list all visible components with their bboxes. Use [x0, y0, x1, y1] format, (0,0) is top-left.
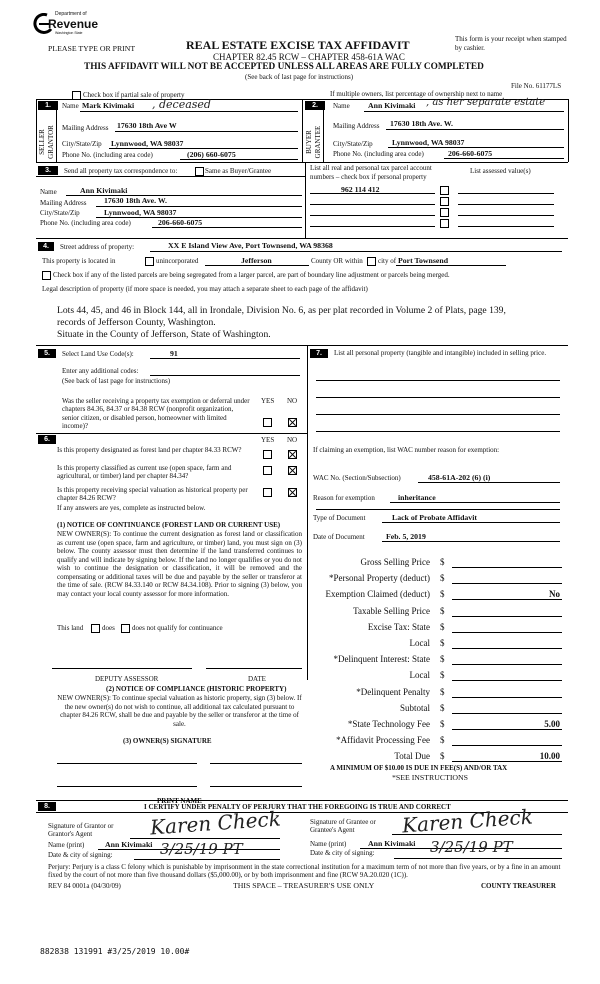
grantee-date-label: Date & city of signing:: [310, 849, 375, 857]
does-label: does: [102, 624, 115, 632]
grantee-signature: Karen Check: [401, 804, 534, 838]
section-5-number: 5.: [38, 349, 56, 358]
deputy-assessor-label: DEPUTY ASSESSOR: [95, 675, 159, 683]
send-correspondence-label: Send all property tax correspondence to:: [64, 167, 178, 175]
grantor-name: Ann Kivimaki: [105, 840, 153, 849]
fee-currency: $: [440, 589, 445, 599]
notice-1-title: (1) NOTICE OF CONTINUANCE (FOREST LAND OR CURRENT USE): [57, 521, 281, 529]
legal-desc-label: Legal description of property (if more space is needed, you may attach a separate sheet to each page of the affidavit): [42, 285, 368, 293]
fee-currency: $: [440, 735, 445, 745]
parcel-number: 962 114 412: [341, 185, 380, 194]
grantor-signature: Karen Check: [149, 806, 282, 840]
does-not-label: does not qualify for continuance: [132, 624, 223, 632]
fee-label: *Affidavit Processing Fee: [336, 735, 430, 745]
section-1-number: 1.: [38, 101, 58, 110]
dor-logo: [33, 11, 99, 41]
treasurer-space: THIS SPACE – TREASURER'S USE ONLY: [233, 881, 375, 890]
legal-line-3: Situate in the County of Jefferson, State of Washington.: [57, 329, 271, 340]
fee-currency: $: [440, 751, 445, 761]
rev-number: REV 84 0001a (04/30/09): [48, 882, 121, 890]
notice-3-title: (3) OWNER(S) SIGNATURE: [123, 737, 212, 745]
section-8-number: 8.: [38, 802, 56, 811]
fee-label: Total Due: [394, 751, 430, 761]
fee-currency: $: [440, 606, 445, 616]
sec6-q2: Is this property classified as current use (open space, farm and agricultural, or timber) land per chapter 84.34?: [57, 464, 232, 481]
fee-currency: $: [440, 557, 445, 567]
chapter-line: CHAPTER 82.45 RCW – CHAPTER 458-61A WAC: [213, 52, 405, 62]
sec5-yes: YES: [261, 397, 275, 405]
doctype-label: Type of Document: [313, 514, 366, 522]
corr-phone-label: Phone No. (including area code): [40, 219, 131, 227]
fee-currency: $: [440, 573, 445, 583]
fee-label: *State Technology Fee: [347, 719, 430, 729]
perjury-notice: Perjury: Perjury is a class C felony which is punishable by imprisonment in the state correctional institution for a maximum term of not more than five years, or by a fine in an amount fixed by the court of not more than five thousand dollars ($5,000.00), or by both imprisonment and fine (RCW 9A.20.020 (1C)).: [48, 863, 561, 880]
minimum-due: A MINIMUM OF $10.00 IS DUE IN FEE(S) AND/OR TAX: [330, 764, 508, 772]
county-or-within: County OR within: [311, 257, 363, 265]
buyer-name-label: Name: [333, 102, 350, 110]
fee-label: Local: [409, 638, 430, 648]
located-label: This property is located in: [42, 257, 116, 265]
city-of-label: city of: [378, 257, 397, 265]
seller-mailing: 17630 18th Ave W: [117, 121, 177, 130]
wac-label: WAC No. (Section/Subsection): [313, 474, 401, 482]
fee-currency: $: [440, 654, 445, 664]
seller-grantor-label: SELLER GRANTOR: [38, 125, 55, 159]
file-number: File No. 61177LS: [511, 82, 562, 90]
corr-mailing: 17630 18th Ave. W.: [104, 196, 167, 205]
corr-mailing-label: Mailing Address: [40, 199, 87, 207]
seller-city-label: City/State/Zip: [62, 140, 102, 148]
fee-currency: $: [440, 622, 445, 632]
grantee-name-label: Name (print): [310, 840, 347, 848]
sec5-no-checkbox[interactable]: [288, 418, 297, 427]
additional-codes-sub: (See back of last page for instructions): [62, 377, 171, 385]
does-not-checkbox[interactable]: [121, 624, 130, 633]
buyer-mailing: 17630 18th Ave. W.: [390, 119, 453, 128]
seller-name-handwritten: , deceased: [152, 98, 211, 111]
parcel-header: List all real and personal tax parcel account numbers – check box if personal property: [310, 164, 432, 181]
section-4-number: 4.: [38, 242, 54, 251]
grantee-date: 3/25/19 PT: [430, 838, 513, 856]
unincorporated-label: unincorporated: [156, 257, 199, 265]
this-land-label: This land: [57, 624, 84, 632]
form-title: REAL ESTATE EXCISE TAX AFFIDAVIT: [186, 38, 410, 52]
sec6-no: NO: [287, 436, 298, 444]
corr-city-label: City/State/Zip: [40, 209, 80, 217]
buyer-name: Ann Kivimaki: [368, 101, 416, 110]
corr-city: Lynnwood, WA 98037: [104, 208, 177, 217]
section-7-number: 7.: [310, 349, 328, 358]
historic-yes-checkbox[interactable]: [263, 488, 272, 497]
fee-label: *Delinquent Penalty: [356, 687, 430, 697]
land-use-code: 91: [170, 349, 178, 358]
buyer-city: Lynnwood, WA 98037: [392, 138, 465, 147]
grantor-name-label: Name (print): [48, 841, 85, 849]
grantor-sig-label: Signature of Grantor or Grantor's Agent: [48, 822, 114, 839]
please-type: PLEASE TYPE OR PRINT: [48, 44, 136, 53]
seller-name-label: Name: [62, 102, 79, 110]
sec5-no: NO: [287, 397, 298, 405]
parcel-personal-checkbox-3[interactable]: [440, 208, 449, 217]
grantee-sig-label: Signature of Grantee or Grantee's Agent: [310, 818, 376, 835]
city-name: Port Townsend: [398, 256, 449, 265]
print-name-label: PRINT NAME: [157, 797, 202, 805]
sec5-yes-checkbox[interactable]: [263, 418, 272, 427]
reason-value: inheritance: [398, 493, 436, 502]
sec5-question: Was the seller receiving a property tax exemption or deferral under chapters 84.36, 84.37 or 84.38 RCW (nonprofit organization, senior citizen, or disabled person, homeowner with limited income)?: [62, 397, 250, 431]
grantee-name: Ann Kivimaki: [368, 839, 416, 848]
sec6-q3: Is this property receiving special valuation as historical property per chapter 84.26 RCW?: [57, 486, 248, 503]
legal-line-1: Lots 44, 45, and 46 in Block 144, all in Irondale, Division No. 6, as per plat recorded in Volume 2 of Plats, page 139,: [57, 305, 506, 316]
segregated-label: Check box if any of the listed parcels are being segregated from a larger parcel, are part of boundary line adjustment or parcels being merged.: [53, 271, 450, 279]
exemption-label: If claiming an exemption, list WAC number reason for exemption:: [313, 446, 500, 454]
fee-label: Subtotal: [399, 703, 430, 713]
reason-label: Reason for exemption: [313, 494, 375, 502]
current-use-yes-checkbox[interactable]: [263, 466, 272, 475]
same-as-buyer-checkbox[interactable]: [195, 167, 204, 176]
logo-line1: Department of: [55, 11, 87, 17]
sec6-q1: Is this property designated as forest land per chapter 84.33 RCW?: [57, 446, 242, 454]
current-use-no-checkbox[interactable]: [288, 466, 297, 475]
segregated-checkbox[interactable]: [42, 271, 51, 280]
street-address: XX E Island View Ave, Port Townsend, WA 98368: [168, 241, 333, 250]
deputy-date-label: DATE: [248, 675, 266, 683]
assessed-header: List assessed value(s): [470, 167, 531, 175]
notice-2-title: (2) NOTICE OF COMPLIANCE (HISTORIC PROPERTY): [106, 685, 287, 693]
fee-currency: $: [440, 638, 445, 648]
land-use-label: Select Land Use Code(s):: [62, 350, 134, 358]
docdate-value: Feb. 5, 2019: [386, 532, 426, 541]
fee-value[interactable]: 5.00: [544, 719, 560, 729]
notice-1-body: NEW OWNER(S): To continue the current designation as forest land or classification as current use (open space, farm and agriculture, or timber) land, you must sign on (3) below. The county assessor must then determine if the land transferred continues to qualify and will indicate by signing below. If the land no longer qualifies or you do not wish to continue the designation or classification, it will be removed and the compensating or additional taxes will be due and payable by the seller or transferor at the time of sale. (RCW 84.33.140 or RCW 84.34.108). Prior to signing (3) below, you may contact your local county assessor for more information.: [57, 530, 302, 598]
see-back: (See back of last page for instructions): [245, 73, 354, 81]
forest-yes-checkbox[interactable]: [263, 450, 272, 459]
sec6-yes: YES: [261, 436, 275, 444]
parcel-personal-checkbox-4[interactable]: [440, 219, 449, 228]
historic-no-checkbox[interactable]: [288, 488, 297, 497]
buyer-city-label: City/State/Zip: [333, 140, 373, 148]
receipt-stamp: 882838 131991 #3/25/2019 10.00#: [40, 947, 190, 956]
multiple-owners-label: If multiple owners, list percentage of ownership next to name: [330, 90, 503, 98]
seller-city: Lynnwood, WA 98037: [111, 139, 184, 148]
seller-phone-label: Phone No. (including area code): [62, 151, 153, 159]
section-3-number: 3.: [38, 166, 58, 175]
unincorporated-checkbox[interactable]: [145, 257, 154, 266]
fee-label: Exemption Claimed (deduct): [325, 589, 430, 599]
corr-name-label: Name: [40, 188, 57, 196]
warning-line: THIS AFFIDAVIT WILL NOT BE ACCEPTED UNLESS ALL AREAS ARE FULLY COMPLETED: [84, 62, 484, 72]
buyer-phone: 206-660-6075: [448, 149, 493, 158]
grantor-date-label: Date & city of signing:: [48, 851, 113, 859]
fee-currency: $: [440, 719, 445, 729]
buyer-name-handwritten: , as her separate estate: [426, 97, 546, 108]
additional-codes-label: Enter any additional codes:: [62, 367, 139, 375]
corr-name: Ann Kivimaki: [80, 186, 128, 195]
legal-line-2: records of Jefferson County, Washington.: [57, 317, 216, 328]
buyer-mailing-label: Mailing Address: [333, 122, 380, 130]
personal-property-label: List all personal property (tangible and intangible) included in selling price.: [334, 349, 547, 357]
docdate-label: Date of Document: [313, 533, 365, 541]
buyer-phone-label: Phone No. (including area code): [333, 150, 424, 158]
see-instructions: *SEE INSTRUCTIONS: [392, 773, 469, 782]
notice-2-body: NEW OWNER(S): To continue special valuation as historic property, sign (3) below. If the new owner(s) do not wish to continue, all additional tax calculated pursuant to chapter 84.26 RCW, shall be due and payable by the seller or transferor at the time of sale.: [57, 694, 302, 728]
fee-currency: $: [440, 670, 445, 680]
logo-word: Revenue: [48, 17, 99, 31]
fee-label: Taxable Selling Price: [353, 606, 430, 616]
fee-currency: $: [440, 687, 445, 697]
does-checkbox[interactable]: [91, 624, 100, 633]
buyer-grantee-label: BUYER GRANTEE: [305, 125, 322, 159]
section-6-number: 6.: [38, 435, 56, 444]
parcel-personal-checkbox-1[interactable]: [440, 186, 449, 195]
receipt-note: This form is your receipt when stamped by cashier.: [455, 35, 567, 52]
grantor-date: 3/25/19 PT: [160, 840, 243, 858]
fee-value[interactable]: No: [549, 589, 560, 599]
sec6-note: If any answers are yes, complete as instructed below.: [57, 504, 206, 512]
fee-label: Gross Selling Price: [360, 557, 430, 567]
section-2-number: 2.: [305, 101, 325, 110]
forest-no-checkbox[interactable]: [288, 450, 297, 459]
city-checkbox[interactable]: [367, 257, 376, 266]
fee-currency: $: [440, 703, 445, 713]
fee-label: Local: [409, 670, 430, 680]
fee-label: Excise Tax: State: [367, 622, 430, 632]
parcel-personal-checkbox-2[interactable]: [440, 197, 449, 206]
same-as-buyer-label: Same as Buyer/Grantee: [205, 167, 272, 175]
logo-line3: Washington State: [55, 31, 83, 35]
doctype-value: Lack of Probate Affidavit: [392, 513, 477, 522]
certify-line: I CERTIFY UNDER PENALTY OF PERJURY THAT THE FOREGOING IS TRUE AND CORRECT: [144, 803, 451, 811]
street-label: Street address of property:: [60, 243, 135, 251]
fee-label: *Personal Property (deduct): [329, 573, 430, 583]
partial-sale-label: Check box if partial sale of property: [83, 91, 185, 99]
county-name: Jefferson: [241, 256, 272, 265]
seller-name: Mark Kivimaki: [82, 101, 135, 110]
fee-value[interactable]: 10.00: [539, 751, 560, 761]
wac-number: 458-61A-202 (6) (i): [428, 473, 491, 482]
county-treasurer: COUNTY TREASURER: [481, 882, 556, 890]
corr-phone: 206-660-6075: [158, 218, 203, 227]
seller-mailing-label: Mailing Address: [62, 124, 109, 132]
seller-phone: (206) 660-6075: [187, 150, 236, 159]
fee-label: *Delinquent Interest: State: [333, 654, 430, 664]
